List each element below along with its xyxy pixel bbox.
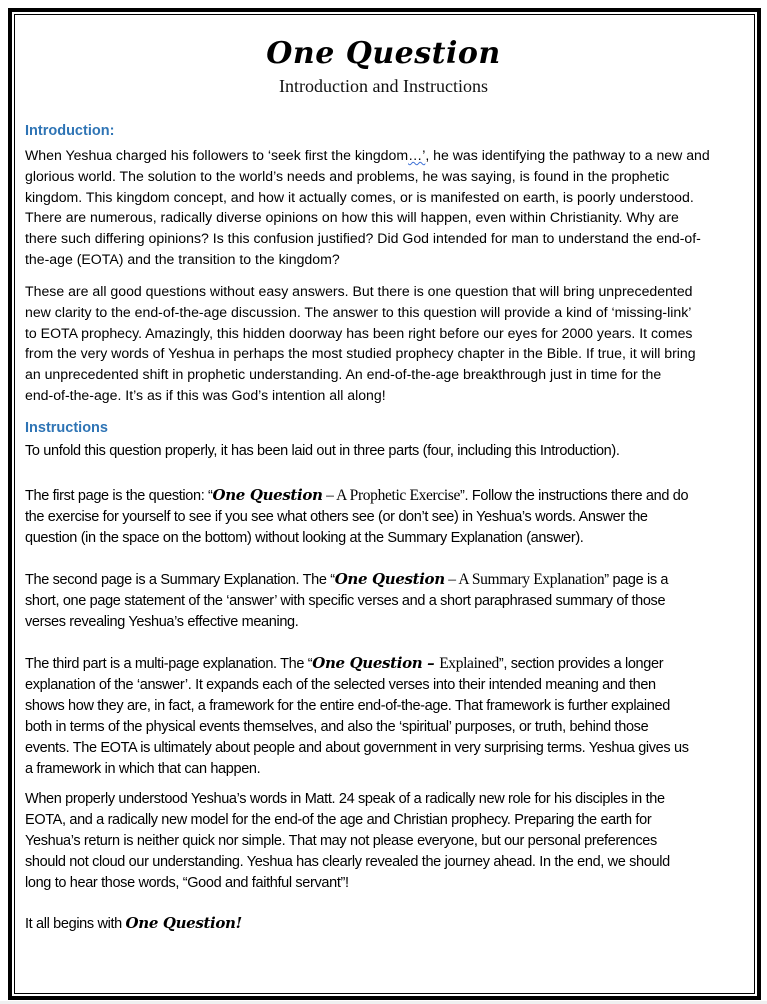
text-line: long to hear those words, “Good and faithful servant”! xyxy=(25,875,349,891)
one-question-emphasis: One Question xyxy=(212,486,323,504)
instructions-first-page xyxy=(25,485,750,549)
instructions-intro xyxy=(25,441,750,462)
text-line: the-age (EOTA) and the transition to the kingdom? xyxy=(25,250,340,267)
instructions-second-page xyxy=(25,569,750,633)
text-run: The second page is a Summary Explanation. The “ xyxy=(25,572,335,588)
introduction-paragraph-1 xyxy=(25,145,750,270)
text-line: Yeshua’s return is neither quick nor simple. That may not please everyone, but our personal preferences xyxy=(25,833,657,849)
text-run: ”, section provides a longer xyxy=(498,656,664,672)
document-subtitle: Introduction and Instructions xyxy=(279,76,488,96)
text-line: There are numerous, radically diverse opinions on how this will happen, even within Christianity. Why are xyxy=(25,209,679,226)
text-line: the exercise for yourself to see if you see what others see (or don’t see) in Yeshua’s words. Answer the xyxy=(25,509,648,525)
text-line: kingdom. This kingdom concept, and how it actually comes, or is manifested on earth, is poorly understood. xyxy=(25,188,694,205)
introduction-heading: Introduction: xyxy=(25,123,115,139)
text-line xyxy=(25,913,750,935)
grammar-check-underline[interactable]: …’ xyxy=(408,147,426,163)
text-line: To unfold this question properly, it has been laid out in three parts (four, including this Introduction). xyxy=(25,443,620,459)
text-line: there such differing opinions? Is this confusion justified? Did God intended for man to understand the end-of- xyxy=(25,230,701,247)
document-title: One Question xyxy=(266,36,501,71)
text-line: shows how they are, in fact, a framework for the entire end-of-the-age. That framework is further explained xyxy=(25,698,670,714)
text-line xyxy=(25,569,750,591)
text-line: a framework in which that can happen. xyxy=(25,761,261,777)
text-line: These are all good questions without easy answers. But there is one question that will bring unprecedented xyxy=(25,283,693,299)
section-name: Explained xyxy=(439,655,499,672)
text-line: to EOTA prophecy. Amazingly, this hidden doorway has been right before our eyes for 2000 years. It comes xyxy=(25,324,693,341)
text-line xyxy=(25,485,750,507)
text-line: events. The EOTA is ultimately about people and about government in very surprising terms. Yeshua gives us xyxy=(25,740,689,756)
text-line: an unprecedented shift in prophetic understanding. An end-of-the-age breakthrough just in time for the xyxy=(25,366,662,383)
text-line xyxy=(25,145,750,166)
text-line: both in terms of the physical events themselves, and also the ‘spiritual’ purposes, or truth, behind those xyxy=(25,719,649,735)
instructions-closing xyxy=(25,789,750,894)
text-line: short, one page statement of the ‘answer’ with specific verses and a short paraphrased summary of those xyxy=(25,593,666,609)
text-line xyxy=(25,653,750,675)
one-question-emphasis: One Question! xyxy=(125,914,242,932)
one-question-emphasis: One Question xyxy=(334,570,445,588)
section-name: – A Summary Explanation xyxy=(444,571,605,588)
text-run: When Yeshua charged his followers to ‘seek first the kingdom xyxy=(25,147,409,163)
text-line: When properly understood Yeshua’s words in Matt. 24 speak of a radically new role for his disciples in the xyxy=(25,791,665,807)
text-line: new clarity to the end-of-the-age discussion. The answer to this question will provide a kind of ‘missing-link’ xyxy=(25,303,692,320)
text-run: ”. Follow the instructions there and do xyxy=(460,488,689,504)
text-line: explanation of the ‘answer’. It expands each of the selected verses into their intended meaning and then xyxy=(25,677,656,693)
text-run: , he was identifying the pathway to a new and xyxy=(425,147,710,163)
text-line: verses revealing Yeshua’s effective meaning. xyxy=(25,614,299,630)
section-name: – A Prophetic Exercise xyxy=(322,487,461,504)
text-line: from the very words of Yeshua in perhaps the most studied prophecy chapter in the Bible. If true, it will bring xyxy=(25,345,696,362)
instructions-third-part xyxy=(25,653,750,780)
instructions-heading: Instructions xyxy=(25,420,108,436)
text-run: It all begins with xyxy=(25,916,126,932)
text-run: The third part is a multi-page explanation. The “ xyxy=(25,656,313,672)
text-run: The first page is the question: “ xyxy=(25,488,213,504)
text-line: end-of-the-age. It’s as if this was God’s intention all along! xyxy=(25,386,386,403)
text-line: question (in the space on the bottom) without looking at the Summary Explanation (answer). xyxy=(25,530,584,546)
one-question-emphasis: One Question – xyxy=(312,654,440,672)
text-line: should not cloud our understanding. Yeshua has clearly revealed the journey ahead. In the end, we should xyxy=(25,854,670,870)
instructions-final-line xyxy=(25,913,750,935)
introduction-paragraph-2 xyxy=(25,281,750,406)
text-line: EOTA, and a radically new model for the end-of the age and Christian prophecy. Preparing the earth for xyxy=(25,812,652,828)
text-run: ” page is a xyxy=(604,572,669,588)
text-line: glorious world. The solution to the world’s needs and problems, he was saying, is found in the prophetic xyxy=(25,167,670,184)
